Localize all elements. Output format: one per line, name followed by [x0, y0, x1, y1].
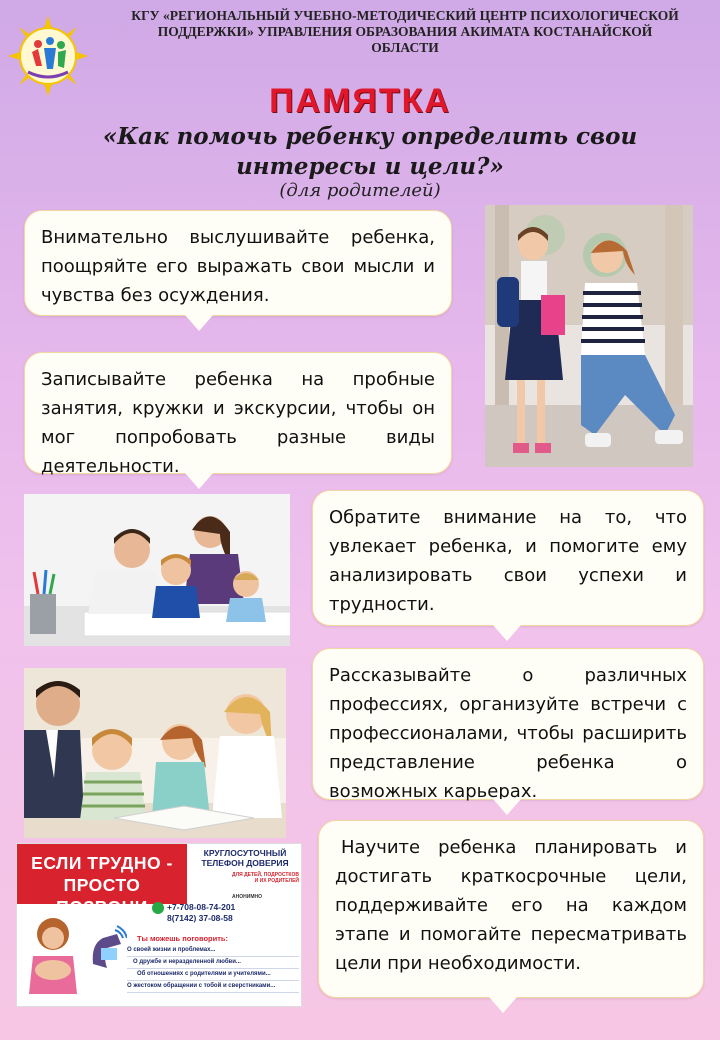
tip-bubble-5: [318, 820, 704, 998]
poster-topic: О жестоком обращении с тобой и сверстниками...: [127, 981, 299, 993]
poster-audience-line-1: ДЛЯ ДЕТЕЙ, ПОДРОСТКОВ: [232, 872, 299, 878]
tip-bubble-3: [312, 490, 704, 626]
sad-child-illustration: [23, 908, 83, 998]
phone-hand-icon: [87, 924, 127, 974]
poster-slogan: [17, 844, 187, 917]
poster-slogan-line-2: ПРОСТО ПОЗВОНИ: [56, 875, 148, 917]
poster-phones: [167, 902, 235, 924]
whatsapp-icon: [152, 902, 164, 914]
poster-heading-line-2: ТЕЛЕФОН ДОВЕРИЯ: [201, 858, 289, 868]
poster-talk-heading: Ты можешь поговорить:: [137, 934, 229, 943]
tip-text-2: Записывайте ребенка на пробные занятия, кружки и экскурсии, чтобы он мог попробовать разные виды деятельности.: [41, 369, 435, 477]
poster-audience-line-2: И ИХ РОДИТЕЛЕЙ: [254, 878, 299, 884]
poster-audience: [197, 872, 299, 884]
org-line-3: ОБЛАСТИ: [371, 40, 439, 55]
page-subtitle: «Как помочь ребенку определить свои интересы и цели?»: [102, 123, 638, 180]
audience-note: (для родителей): [279, 180, 441, 201]
tip-text-5: Научите ребенка планировать и достигать краткосрочные цели, поддерживайте его на каждом этапе и помогайте пересматривать цели при необходимости.: [335, 837, 687, 974]
poster-slogan-line-1: ЕСЛИ ТРУДНО -: [31, 853, 173, 873]
tip-text-3: Обратите внимание на то, что увлекает ребенка, и помогите ему анализировать свои успехи и трудности.: [329, 507, 687, 615]
poster-anonymous: АНОНИМНО: [232, 894, 262, 900]
tip-bubble-2: [24, 352, 452, 477]
tip-text-1: Внимательно выслушивайте ребенка, поощряйте его выражать свои мысли и чувства без осуждения.: [41, 227, 435, 306]
poster-topic: О своей жизни и проблемах...: [127, 945, 299, 957]
poster-phone-1: +7-708-08-74-201: [167, 902, 236, 912]
poster-topic: Об отношениях с родителями и учителями...: [127, 969, 299, 981]
tip-text-4: Рассказывайте о различных профессиях, организуйте встречи с профессионалами, чтобы расширить представление ребенка о возможных карьерах.: [329, 665, 687, 802]
org-line-1: КГУ «РЕГИОНАЛЬНЫЙ УЧЕБНО-МЕТОДИЧЕСКИЙ ЦЕНТР ПСИХОЛОГИЧЕСКОЙ: [131, 8, 679, 23]
tip-bubble-1: [24, 210, 452, 316]
photo-family-reading: [24, 668, 286, 838]
poster-phone-2: 8(7142) 37-08-58: [167, 913, 233, 923]
helpline-poster: [16, 843, 302, 1007]
photo-mother-daughter: [485, 205, 693, 467]
page-title: ПАМЯТКА: [269, 82, 451, 120]
poster-topic: О дружбе и неразделенной любви...: [127, 957, 299, 969]
tip-bubble-4: [312, 648, 704, 800]
poster-topic-list: [127, 945, 299, 993]
poster-heading-line-1: КРУГЛОСУТОЧНЫЙ: [203, 848, 287, 858]
org-line-2: ПОДДЕРЖКИ» УПРАВЛЕНИЯ ОБРАЗОВАНИЯ АКИМАТА КОСТАНАЙСКОЙ: [157, 24, 653, 39]
organization-name: [100, 8, 710, 56]
poster-heading: [191, 848, 299, 868]
photo-family-drawing: [24, 494, 290, 646]
